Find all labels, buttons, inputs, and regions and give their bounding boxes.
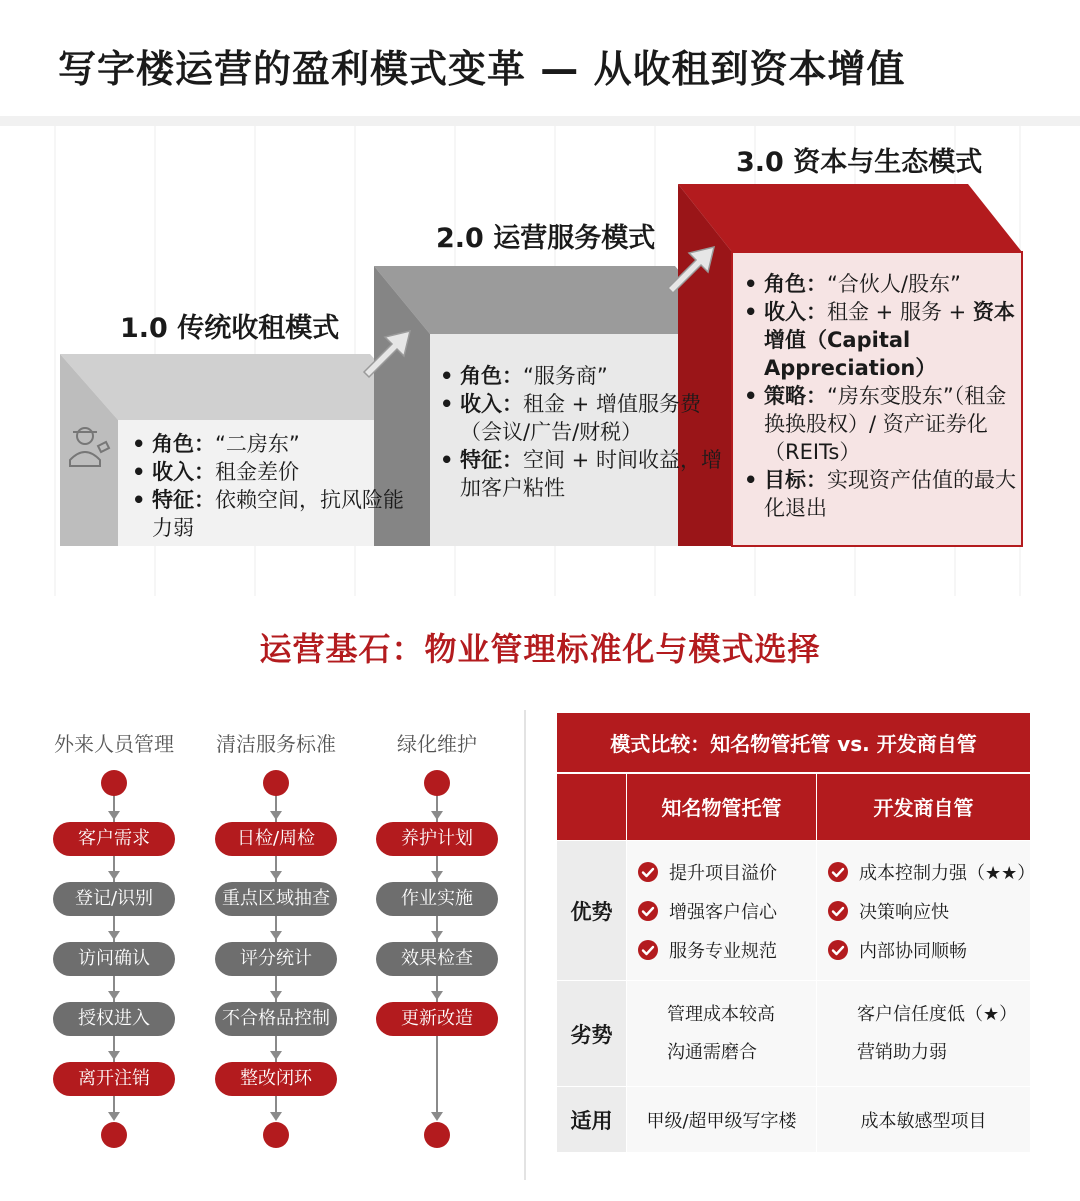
level-2-bullets [436,362,728,502]
level-2-title: 2.0 运营服务模式 [436,223,656,254]
flow-end-dot [424,1122,450,1148]
disadvantage-managed [627,981,817,1087]
flow-step: 效果检查 [376,942,498,976]
row-label-disadvantage: 劣势 [557,981,627,1087]
flow-step: 授权进入 [53,1002,175,1036]
level-3-bullets [740,270,1016,522]
flow-title: 清洁服务标准 [216,732,336,756]
advantage-item: 成本控制力强（★★） [827,852,1030,891]
row-label-advantage: 优势 [557,841,627,981]
flow-arrowhead [270,871,282,880]
row-label-applicable: 适用 [557,1087,627,1153]
flow-step: 评分统计 [215,942,337,976]
advantage-item: 内部协同顺畅 [827,930,1030,969]
flow-step: 客户需求 [53,822,175,856]
advantage-self [817,841,1036,981]
level-3-title: 3.0 资本与生态模式 [736,147,983,178]
bullet-income: • 收入：租金 + 服务 + 资本增值（Capital Appreciation） [740,298,1016,382]
table-corner [557,773,627,841]
bullet-income: • 收入：租金差价 [128,458,424,486]
advantage-managed [627,841,817,981]
flow-step: 不合格品控制 [215,1002,337,1036]
flow-step: 更新改造 [376,1002,498,1036]
level-1-bullets [128,430,424,542]
check-circle-icon [637,861,659,883]
flow-step: 整改闭环 [215,1062,337,1096]
flow-arrowhead [270,931,282,940]
flow-step: 重点区域抽查 [215,882,337,916]
flow-start-dot [263,770,289,796]
advantage-item: 决策响应快 [827,891,1030,930]
col-header-self: 开发商自管 [817,773,1031,841]
applicable-self: 成本敏感型项目 [817,1087,1031,1153]
flow-arrowhead [270,991,282,1000]
flow-start-dot [101,770,127,796]
flow-arrowhead [270,811,282,820]
section-title: 运营基石：物业管理标准化与模式选择 [259,630,821,668]
flow-arrowhead [431,1112,443,1121]
flow-step: 访问确认 [53,942,175,976]
flow-start-dot [424,770,450,796]
disadvantage-item: 沟通需磨合 [667,1041,757,1063]
disadvantage-item: 客户信任度低（★） [857,1003,1018,1025]
check-circle-icon [827,939,849,961]
flow-step: 登记/识别 [53,882,175,916]
page-title: 写字楼运营的盈利模式变革 — 从收租到资本增值 [58,47,906,91]
check-circle-icon [827,900,849,922]
flow-step: 作业实施 [376,882,498,916]
disadvantage-item: 营销助力弱 [857,1041,947,1063]
check-circle-icon [637,939,659,961]
flow-end-dot [101,1122,127,1148]
bullet-feature: • 特征：依赖空间，抗风险能力弱 [128,486,424,542]
bullet-feature: • 特征：空间 + 时间收益，增加客户粘性 [436,446,728,502]
col-header-managed: 知名物管托管 [627,773,817,841]
bullet-role: • 角色：“合伙人/股东” [740,270,1016,298]
bullet-strategy: • 策略：“房东变股东”（租金换换股权）/ 资产证券化（REITs） [740,382,1016,466]
flow-step: 养护计划 [376,822,498,856]
flow-arrowhead [270,1051,282,1060]
flow-step: 离开注销 [53,1062,175,1096]
check-circle-icon [827,861,849,883]
advantage-item: 提升项目溢价 [637,852,816,891]
flow-arrowhead [108,931,120,940]
flow-arrowhead [108,811,120,820]
flow-arrowhead [431,811,443,820]
flow-arrowhead [431,871,443,880]
bullet-role: • 角色：“服务商” [436,362,728,390]
flow-arrowhead [431,991,443,1000]
top-band [0,116,1080,126]
bullet-goal: • 目标：实现资产估值的最大化退出 [740,466,1016,522]
flow-end-dot [263,1122,289,1148]
flow-arrowhead [431,931,443,940]
flow-arrowhead [108,991,120,1000]
level-1-title: 1.0 传统收租模式 [120,313,340,344]
flow-arrowhead [108,1112,120,1121]
applicable-managed: 甲级/超甲级写字楼 [627,1087,817,1153]
flow-arrowhead [108,871,120,880]
advantage-item: 服务专业规范 [637,930,816,969]
comparison-table [556,712,1036,1153]
disadvantage-item: 管理成本较高 [667,1003,775,1025]
flow-title: 绿化维护 [397,732,477,756]
flow-arrowhead [270,1112,282,1121]
disadvantage-self [817,981,1031,1087]
flow-title: 外来人员管理 [54,732,174,756]
bullet-role: • 角色：“二房东” [128,430,424,458]
bullet-income: • 收入：租金 + 增值服务费（会议/广告/财税） [436,390,728,446]
check-circle-icon [637,900,659,922]
vertical-divider [524,710,526,1180]
flow-step: 日检/周检 [215,822,337,856]
table-caption: 模式比较：知名物管托管 vs. 开发商自管 [557,713,1031,773]
flow-arrowhead [108,1051,120,1060]
advantage-item: 增强客户信心 [637,891,816,930]
